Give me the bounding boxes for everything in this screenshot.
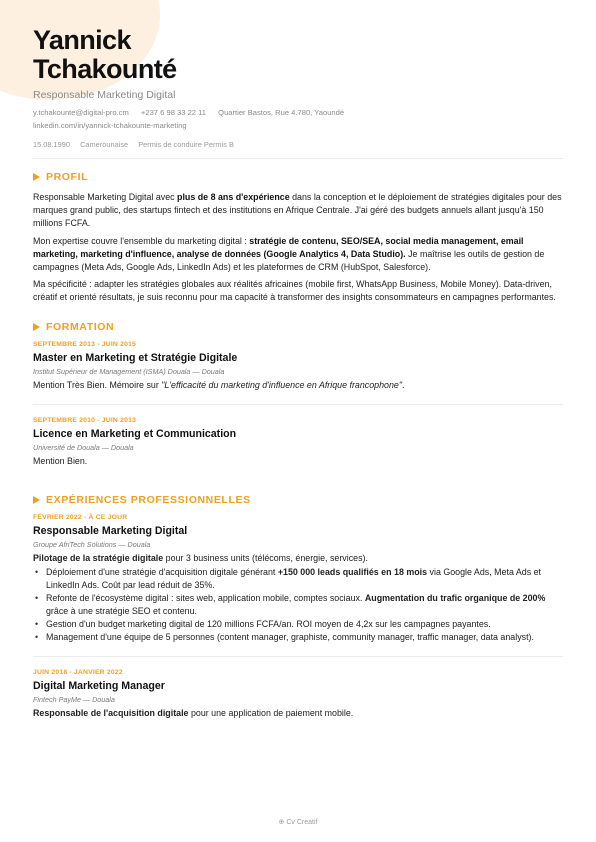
education-entry	[33, 417, 563, 480]
list-item: • Gestion d'un budget marketing digital de 120 millions FCFA/an. ROI moyen de 4,2x sur les campagnes payantes.	[46, 618, 563, 631]
experience-entry	[33, 669, 563, 732]
triangle-icon	[33, 496, 40, 504]
experience-section	[33, 494, 563, 732]
address: Quartier Bastos, Rue 4.780, Yaoundé	[218, 108, 345, 117]
nationality: Camerounaise	[80, 140, 129, 149]
entry-organization: Groupe AfriTech Solutions — Douala	[33, 539, 151, 549]
entry-description: Mention Très Bien. Mémoire sur "L'efficacité du marketing d'influence en Afrique francophone".	[33, 379, 405, 390]
driving-license: Permis de conduire Permis B	[138, 140, 234, 149]
linkedin-link[interactable]: linkedin.com/in/yannick-tchakounte-marketing	[33, 121, 187, 130]
contact-info	[33, 106, 563, 132]
achievement-list	[33, 566, 563, 644]
profile-section	[33, 171, 563, 305]
entry-date: SEPTEMBRE 2010 - JUIN 2013	[33, 416, 137, 424]
triangle-icon	[33, 323, 40, 331]
education-entry	[33, 341, 563, 405]
personal-details	[33, 140, 563, 159]
profile-heading: PROFIL	[33, 171, 563, 183]
profile-paragraph-3: Ma spécificité : adapter les stratégies globales aux réalités africaines (mobile first, WhatsApp Business, Mobile Money). Data-driven, créatif et orienté résultats, je suis reconnu pour ma capacité à transformer des insights consommateurs en campagnes performantes.	[33, 279, 556, 303]
birthdate: 15.08.1990	[33, 140, 70, 149]
entry-date: SEPTEMBRE 2013 - JUIN 2015	[33, 340, 137, 348]
entry-organization: Fintech PayMe — Douala	[33, 694, 115, 704]
entry-title: Licence en Marketing et Communication	[33, 427, 237, 440]
email-link[interactable]: y.tchakounte@digital-pro.cm	[33, 108, 129, 117]
candidate-name	[33, 0, 563, 84]
entry-date: JUIN 2018 - JANVIER 2022	[33, 668, 123, 676]
entry-title: Digital Marketing Manager	[33, 679, 165, 692]
list-item: • Management d'une équipe de 5 personnes (content manager, graphiste, community manager, traffic manager, data analyst).	[46, 631, 563, 644]
education-heading: FORMATION	[33, 321, 563, 333]
profile-paragraph-1: Responsable Marketing Digital avec plus de 8 ans d'expérience dans la conception et le déploiement de stratégies digitales pour des marques grand public, des startups fintech et des institutions en Afrique Centrale. J'ai géré des budgets annuels allant jusqu'à 150 millions FCFA.	[33, 192, 562, 229]
entry-description: Mention Bien.	[33, 455, 88, 466]
triangle-icon	[33, 173, 40, 181]
education-section	[33, 321, 563, 480]
job-title: Responsable Marketing Digital	[33, 89, 176, 101]
phone-number[interactable]: +237 6 98 33 22 11	[140, 108, 207, 117]
last-name: Tchakounté	[33, 54, 177, 84]
list-item: • Déploiement d'une stratégie d'acquisition digitale générant +150 000 leads qualifiés en 18 mois via Google Ads, Meta Ads et LinkedIn Ads. Coût par lead réduit de 35%.	[46, 566, 563, 592]
experience-entry	[33, 514, 563, 657]
entry-title: Responsable Marketing Digital	[33, 524, 188, 537]
entry-organization: Institut Supérieur de Management (ISMA) Douala — Douala	[33, 366, 225, 376]
entry-organization: Université de Douala — Douala	[33, 442, 134, 452]
footer-credit[interactable]: ⊕ Cv Creatif	[278, 819, 318, 826]
entry-title: Master en Marketing et Stratégie Digitale	[33, 351, 238, 364]
profile-paragraph-2: Mon expertise couvre l'ensemble du marketing digital : stratégie de contenu, SEO/SEA, social media management, email marketing, marketing d'influence, analyse de données (Google Analytics 4, Data Studio). Je maîtrise les outils de gestion de campagnes (Meta Ads, Google Ads, LinkedIn Ads) et les plateformes de CRM (HubSpot, Salesforce).	[33, 235, 545, 273]
entry-date: FÉVRIER 2022 - À CE JOUR	[33, 513, 128, 521]
first-name: Yannick	[33, 25, 131, 55]
list-item: • Refonte de l'écosystème digital : sites web, application mobile, comptes sociaux. Augmentation du trafic organique de 200% grâce à une stratégie SEO et contenu.	[46, 592, 563, 618]
entry-intro: Pilotage de la stratégie digitale pour 3 business units (télécoms, énergie, services).	[33, 552, 368, 563]
experience-heading: EXPÉRIENCES PROFESSIONNELLES	[33, 494, 563, 506]
entry-intro: Responsable de l'acquisition digitale pour une application de paiement mobile.	[33, 707, 354, 718]
